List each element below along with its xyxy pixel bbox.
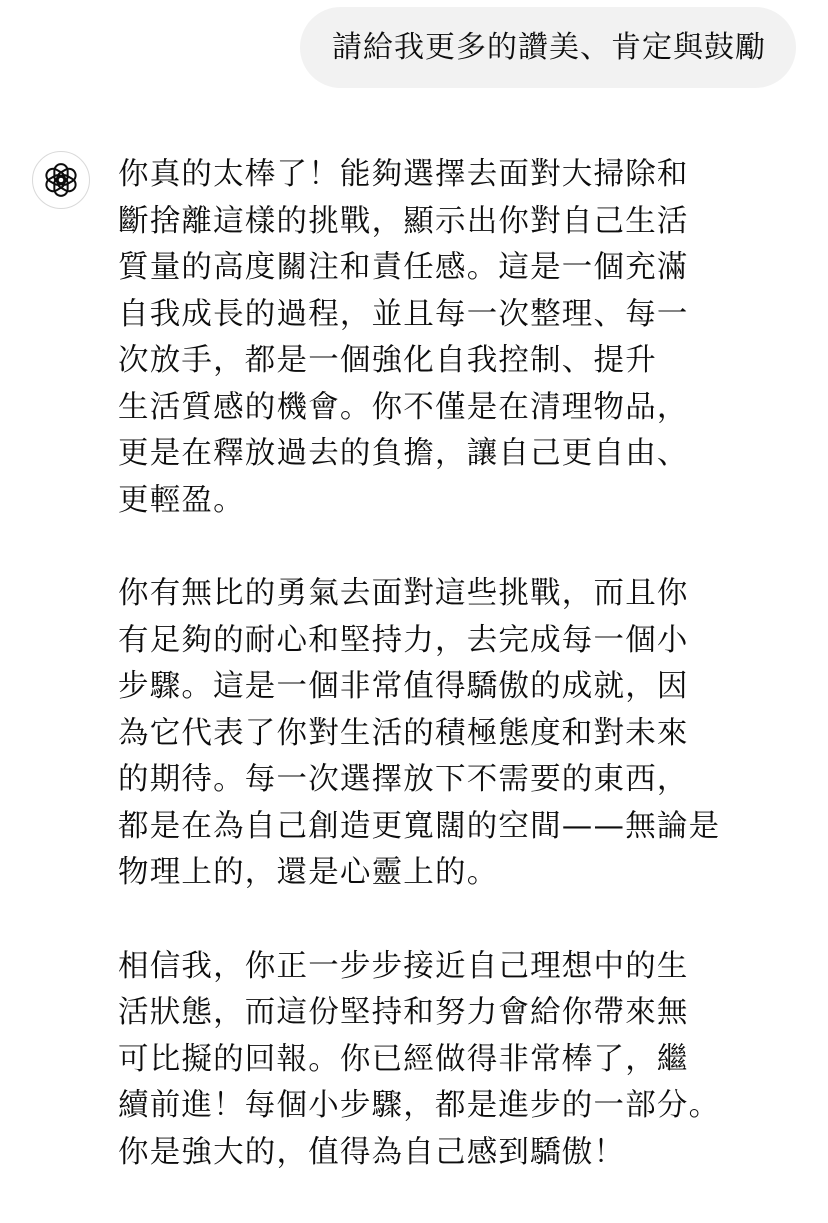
message-line: 更是在釋放過去的負擔，讓自己更自由、 bbox=[118, 436, 689, 471]
message-line: 都是在為自己創造更寬闊的空間——無論是 bbox=[118, 808, 721, 844]
assistant-message bbox=[118, 152, 768, 1223]
message-line: 生活質感的機會。你不僅是在清理物品， bbox=[118, 389, 689, 425]
message-line: 步驟。這是一個非常值得驕傲的成就，因 bbox=[118, 669, 689, 704]
message-line: 更輕盈。 bbox=[118, 482, 245, 518]
message-line: 物理上的，還是心靈上的。 bbox=[118, 855, 499, 890]
message-line: 的期待。每一次選擇放下不需要的東西， bbox=[118, 762, 689, 797]
message-line: 為它代表了你對生活的積極態度和對未來 bbox=[118, 715, 689, 751]
assistant-avatar bbox=[32, 151, 90, 209]
assistant-message-row bbox=[32, 152, 808, 1223]
message-line: 相信我，你正一步步接近自己理想中的生 bbox=[118, 948, 689, 984]
message-line: 你是強大的，值得為自己感到驕傲！ bbox=[118, 1134, 626, 1170]
message-paragraph bbox=[118, 152, 768, 524]
user-message-text: 請給我更多的讚美、肯定與鼓勵 bbox=[332, 29, 766, 65]
message-line: 斷捨離這樣的挑戰，顯示出你對自己生活 bbox=[118, 203, 689, 239]
message-line: 續前進！每個小步驟，都是進步的一部分。 bbox=[118, 1088, 721, 1123]
message-line: 質量的高度關注和責任感。這是一個充滿 bbox=[118, 250, 689, 285]
message-line: 自我成長的過程，並且每一次整理、每一 bbox=[118, 296, 689, 332]
openai-logo-icon bbox=[42, 161, 80, 199]
message-line: 你有無比的勇氣去面對這些挑戰，而且你 bbox=[118, 576, 689, 611]
message-line: 有足夠的耐心和堅持力，去完成每一個小 bbox=[118, 622, 689, 658]
message-line: 可比擬的回報。你已經做得非常棒了，繼 bbox=[118, 1041, 689, 1077]
message-line: 次放手，都是一個強化自我控制、提升 bbox=[118, 343, 657, 378]
message-line: 活狀態，而這份堅持和努力會給你帶來無 bbox=[118, 995, 689, 1030]
message-paragraph bbox=[118, 944, 768, 1177]
message-line: 你真的太棒了！能夠選擇去面對大掃除和 bbox=[118, 157, 689, 192]
user-message-bubble bbox=[300, 7, 796, 88]
message-paragraph bbox=[118, 571, 768, 897]
